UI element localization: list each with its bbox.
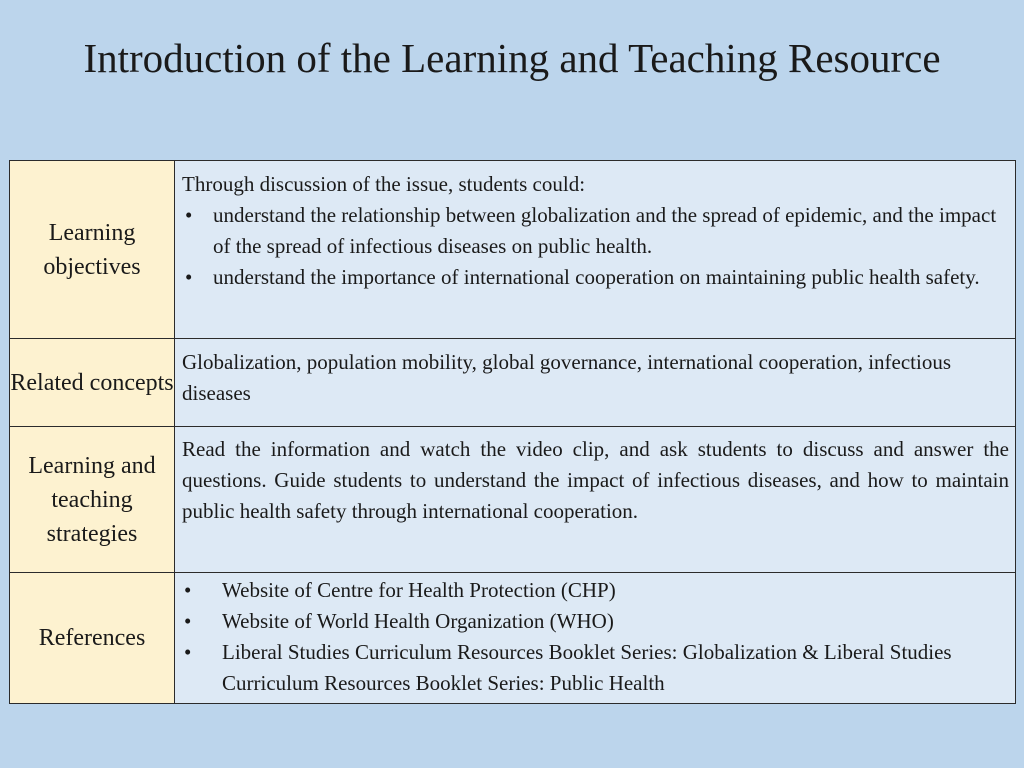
- teaching-strategies-label: Learning and teaching strategies: [10, 427, 175, 573]
- slide-title: Introduction of the Learning and Teaching Resource: [83, 35, 941, 81]
- learning-objectives-list: [182, 200, 1009, 293]
- bullet-icon: •: [184, 609, 192, 633]
- objective-text: understand the relationship between globalization and the spread of epidemic, and the impact of the spread of infectious diseases on public health.: [213, 203, 997, 258]
- learning-objectives-label: Learning objectives: [10, 161, 175, 339]
- list-item: [182, 606, 1009, 637]
- table-row-references: [10, 573, 1016, 704]
- resource-info-table: [9, 160, 1016, 704]
- reference-text: Website of Centre for Health Protection (CHP): [222, 578, 616, 602]
- related-concepts-content: Globalization, population mobility, global governance, international cooperation, infectious diseases: [175, 339, 1016, 427]
- table-row-teaching-strategies: [10, 427, 1016, 573]
- table-row-learning-objectives: [10, 161, 1016, 339]
- list-item: [182, 575, 1009, 606]
- learning-objectives-intro: Through discussion of the issue, students could:: [182, 172, 586, 196]
- table-row-related-concepts: [10, 339, 1016, 427]
- bullet-icon: •: [185, 265, 193, 289]
- teaching-strategies-content: Read the information and watch the video clip, and ask students to discuss and answer the questions. Guide students to understand the impact of infectious diseases, and how to maintain public health safety through international cooperation.: [175, 427, 1016, 573]
- list-item: [182, 200, 1009, 262]
- bullet-icon: •: [184, 640, 192, 664]
- references-label: References: [10, 573, 175, 704]
- bullet-icon: •: [185, 203, 193, 227]
- reference-text: Website of World Health Organization (WHO): [222, 609, 614, 633]
- references-list: [182, 575, 1009, 699]
- references-content: [175, 573, 1016, 704]
- bullet-icon: •: [184, 578, 192, 602]
- list-item: [182, 262, 1009, 293]
- reference-text: Liberal Studies Curriculum Resources Booklet Series: Globalization & Liberal Studies Curriculum Resources Booklet Series: Public Health: [222, 640, 952, 695]
- list-item: [182, 637, 1009, 699]
- objective-text: understand the importance of international cooperation on maintaining public health safety.: [213, 265, 980, 289]
- learning-objectives-content: [175, 161, 1016, 339]
- related-concepts-label: Related concepts: [10, 339, 175, 427]
